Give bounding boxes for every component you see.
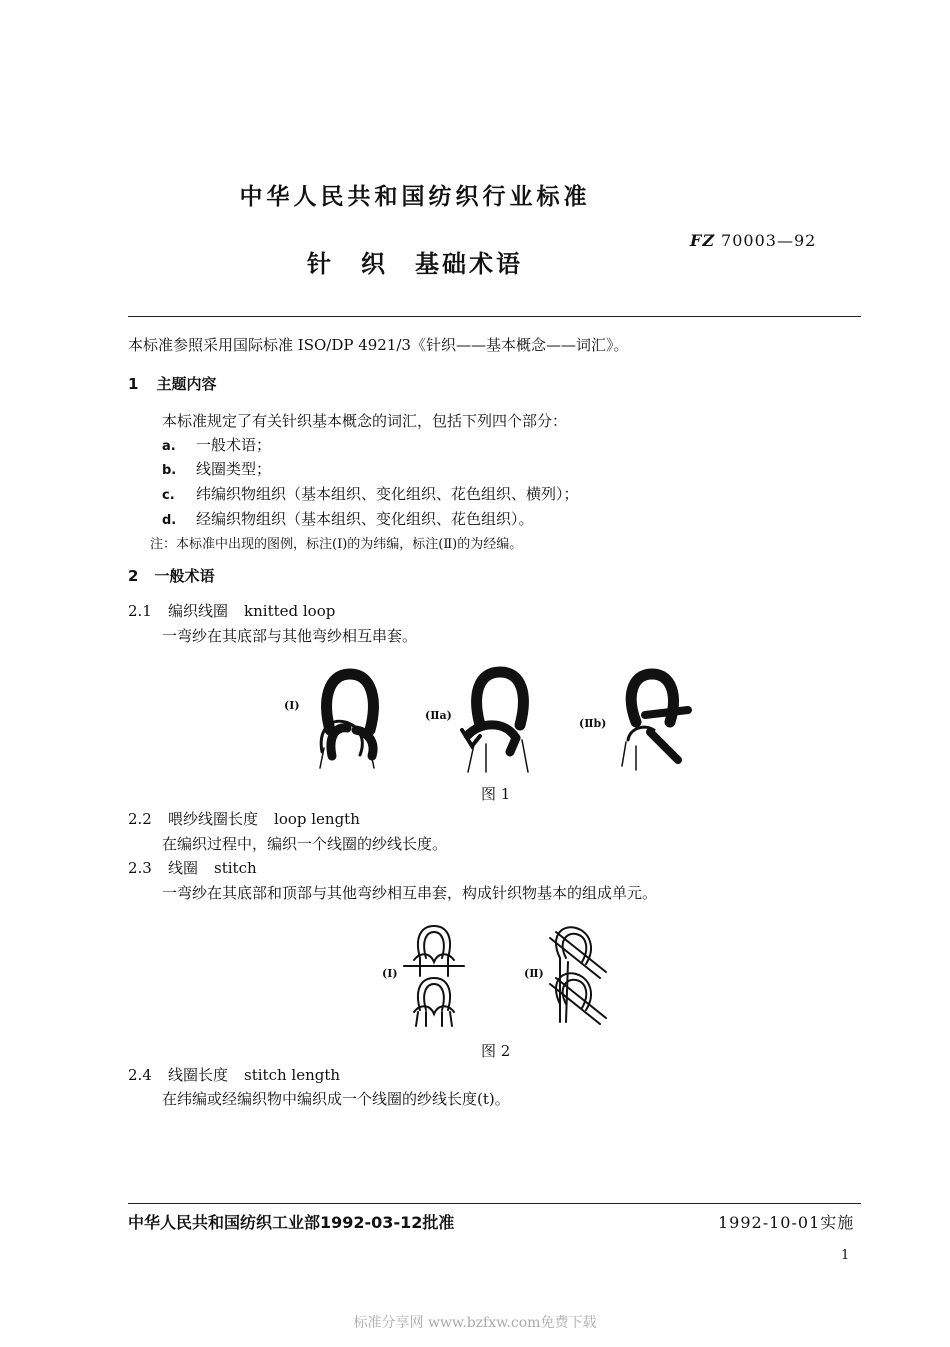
term-definition: 在编织过程中，编织一个线圈的纱线长度。 xyxy=(162,835,448,853)
list-item xyxy=(162,458,271,479)
list-item-mark: a. xyxy=(162,439,176,454)
section1-number: 1 xyxy=(128,375,139,393)
document-title: 针 织 基础术语 xyxy=(307,250,523,278)
list-item-mark: b. xyxy=(162,463,177,478)
section1-lead: 本标准规定了有关针织基本概念的词汇，包括下列四个部分： xyxy=(162,412,568,430)
term-definition: 一弯纱在其底部和顶部与其他弯纱相互串套，构成针织物基本的组成单元。 xyxy=(162,884,658,902)
term-en: knitted loop xyxy=(244,602,336,620)
term-number: 2.1 xyxy=(128,602,152,620)
term-number: 2.4 xyxy=(128,1066,152,1084)
section1-heading xyxy=(128,373,216,394)
term-zh: 编织线圈 xyxy=(168,602,229,620)
term-zh: 线圈长度 xyxy=(168,1066,229,1084)
loop-diagram-i xyxy=(320,674,374,768)
term-2-2 xyxy=(128,808,360,829)
effective-date: 1992-10-01实施 xyxy=(718,1213,855,1232)
approval-text: 中华人民共和国纺织工业部1992-03-12批准 xyxy=(128,1213,455,1232)
code-number: 70003—92 xyxy=(721,231,817,250)
term-number: 2.2 xyxy=(128,810,152,828)
list-item-mark: c. xyxy=(162,488,175,503)
stitch-diagram-i xyxy=(404,926,464,1026)
figure2-label-i: (I) xyxy=(382,967,398,980)
list-item xyxy=(162,434,271,455)
term-en: loop length xyxy=(274,810,360,828)
figure1-caption: 图 1 xyxy=(481,785,511,803)
term-2-3 xyxy=(128,857,257,878)
stitch-diagram-ii xyxy=(550,927,606,1024)
footer-rule xyxy=(128,1203,861,1204)
section2-heading xyxy=(128,565,214,586)
page-number: 1 xyxy=(841,1248,850,1263)
term-zh: 线圈 xyxy=(168,859,199,877)
section2-number: 2 xyxy=(128,567,139,585)
figure2-caption: 图 2 xyxy=(481,1042,511,1060)
figure2-stitch-diagrams xyxy=(400,918,620,1028)
list-item-text: 经编织物组织（基本组织、变化组织、花色组织）。 xyxy=(196,510,534,528)
section1-note: 注：本标准中出现的图例，标注(I)的为纬编，标注(Ⅱ)的为经编。 xyxy=(150,537,523,552)
list-item-text: 线圈类型； xyxy=(196,460,272,478)
section1-title: 主题内容 xyxy=(156,375,217,393)
intro-text: 本标准参照采用国际标准 ISO/DP 4921/3《针织——基本概念——词汇》。 xyxy=(128,336,629,354)
watermark-text: 标准分享网 www.bzfxw.com免费下载 xyxy=(353,1315,597,1331)
figure1-label-i: (I) xyxy=(284,699,300,712)
term-definition: 一弯纱在其底部与其他弯纱相互串套。 xyxy=(162,627,418,645)
list-item-mark: d. xyxy=(162,513,177,528)
loop-diagram-iia xyxy=(462,672,528,772)
term-zh: 喂纱线圈长度 xyxy=(168,810,259,828)
code-prefix: FZ xyxy=(690,231,716,250)
list-item xyxy=(162,508,534,529)
term-en: stitch xyxy=(214,859,257,877)
list-item xyxy=(162,483,579,504)
term-2-1 xyxy=(128,600,335,621)
figure1-loop-diagrams xyxy=(300,660,700,780)
header-rule xyxy=(128,316,861,317)
figure1-label-iia: (Ⅱa) xyxy=(425,709,452,722)
standard-title: 中华人民共和国纺织行业标准 xyxy=(239,184,591,210)
list-item-text: 一般术语； xyxy=(196,436,272,454)
figure2-label-ii: (Ⅱ) xyxy=(524,967,544,980)
term-definition: 在纬编或经编织物中编织成一个线圈的纱线长度(t)。 xyxy=(162,1090,510,1108)
list-item-text: 纬编织物组织（基本组织、变化组织、花色组织、横列）； xyxy=(196,485,579,503)
term-en: stitch length xyxy=(244,1066,341,1084)
figure1-label-iib: (Ⅱb) xyxy=(579,717,607,730)
term-number: 2.3 xyxy=(128,859,152,877)
loop-diagram-iib xyxy=(622,674,688,770)
term-2-4 xyxy=(128,1064,340,1085)
section2-title: 一般术语 xyxy=(154,567,215,585)
